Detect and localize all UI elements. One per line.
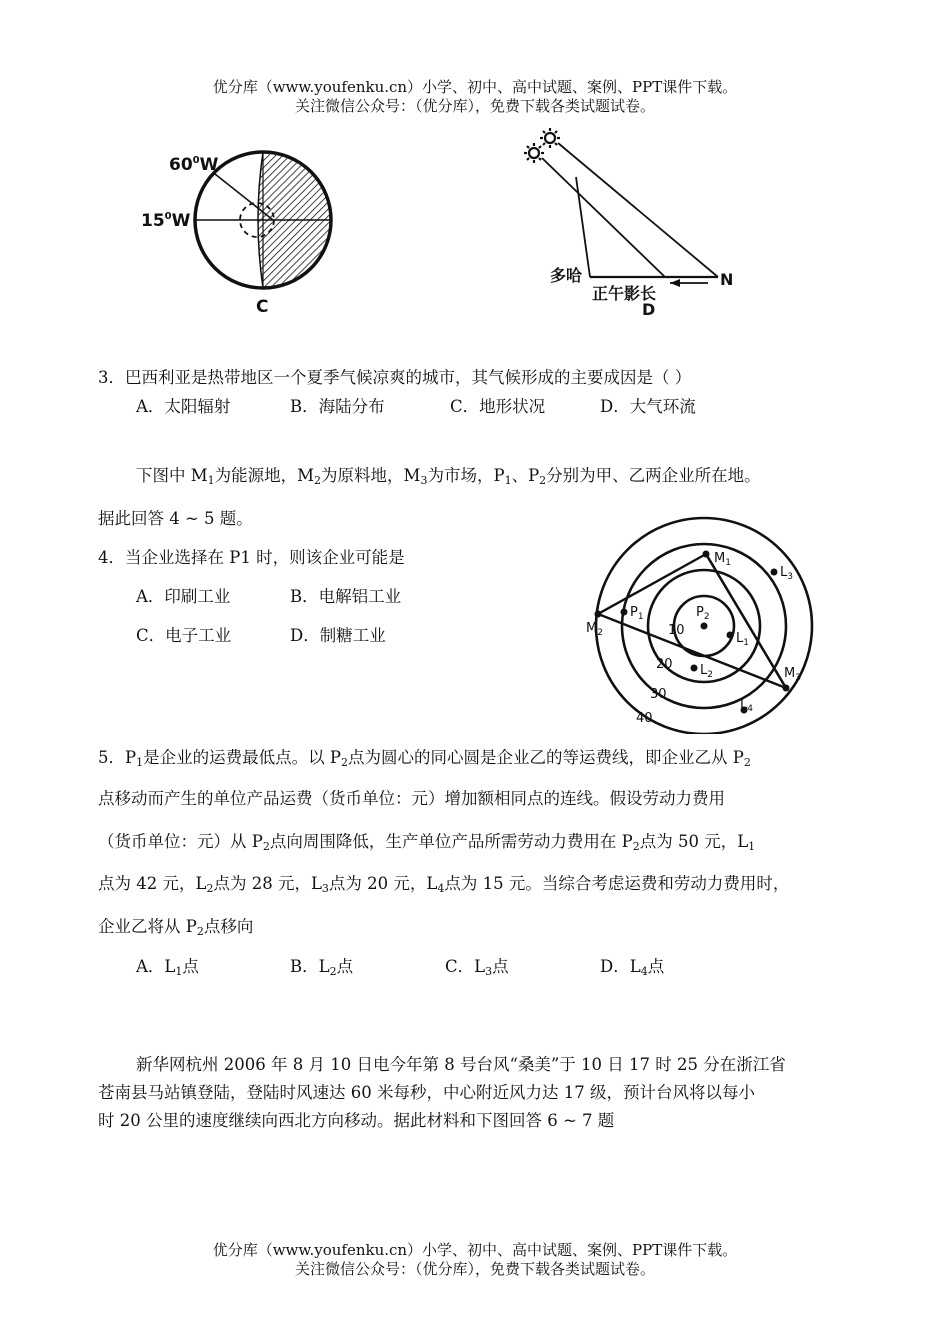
label-p1: $P_1$ [630, 605, 644, 622]
footer-line-1: 优分库（www.youfenku.cn）小学、初中、高中试题、案例、PPT课件下载。 [212, 1241, 738, 1259]
label-m3: $M_3$ [784, 666, 801, 683]
label-ring-10: 10 [668, 623, 685, 638]
label-m2: $M_2$ [586, 621, 603, 638]
passage67-line-2: 苍南县马站镇登陆，登陆时风速达 60 米每秒，中心附近风力达 17 级，预计台风将以每小 [98, 1083, 755, 1102]
q5-option-a: A．$L_1$点 [136, 957, 199, 978]
label-ring-40: 40 [636, 711, 653, 726]
label-l1: $L_1$ [736, 631, 749, 648]
q3-option-a: A．太阳辐射 [136, 397, 231, 416]
q4-option-b: B．电解铝工业 [290, 587, 402, 606]
q5-option-d: D．$L_4$点 [600, 957, 665, 978]
label-ring-30: 30 [650, 687, 667, 702]
q5-line-3: （货币单位：元）从 $P_2$点向周围降低，生产单位产品所需劳动力费用在 $P_2$点为 50 元，$L_1$ [98, 832, 756, 853]
shadow-figure [520, 125, 750, 320]
q3-option-c: C．地形状况 [450, 397, 546, 416]
globe-figure [135, 140, 345, 320]
intro45-line-1: 下图中 $M_1$为能源地，$M_2$为原料地，$M_3$为市场，$P_1$、$P_2$分别为甲、乙两企业所在地。 [136, 466, 761, 487]
header-line-2: 关注微信公众号：（优分库），免费下载各类试题试卷。 [294, 97, 655, 115]
q5-line-5: 企业乙将从 $P_2$点移向 [98, 917, 254, 938]
q4-option-c: C．电子工业 [136, 626, 232, 645]
sun-ray-2 [558, 143, 718, 277]
label-doha: 多哈 [550, 266, 583, 285]
pole-line [576, 177, 590, 277]
intro45-line-2: 据此回答 4 ~ 5 题。 [98, 509, 253, 528]
q3-option-d: D．大气环流 [600, 397, 696, 416]
label-d: D [642, 300, 656, 319]
page-header [0, 78, 950, 116]
label-15w: $15^0W$ [141, 211, 191, 231]
label-m1: $M_1$ [714, 551, 731, 568]
q3-stem: 3．巴西利亚是热带地区一个夏季气候凉爽的城市，其气候形成的主要成因是（ ） [98, 368, 692, 387]
passage67-line-3: 时 20 公里的速度继续向西北方向移动。据此材料和下图回答 6 ~ 7 题 [98, 1111, 615, 1130]
label-p2: $P_2$ [696, 605, 710, 622]
q5-option-c: C．$L_3$点 [445, 957, 509, 978]
label-l4: $L_4$ [740, 697, 753, 714]
label-noon-shadow: 正午影长 [592, 284, 657, 303]
sun-icon [540, 128, 560, 148]
q5-line-2: 点移动而产生的单位产品运费（货币单位：元）增加额相同点的连线。假设劳动力费用 [98, 789, 725, 808]
sun-icon [524, 143, 544, 163]
label-60w: $60^0W$ [169, 155, 219, 175]
header-line-1: 优分库（www.youfenku.cn）小学、初中、高中试题、案例、PPT课件下载。 [212, 78, 738, 96]
q4-option-d: D．制糖工业 [290, 626, 386, 645]
passage67-line-1: 新华网杭州 2006 年 8 月 10 日电今年第 8 号台风“桑美”于 10 日 17 时 25 分在浙江省 [136, 1055, 786, 1074]
label-l3: $L_3$ [780, 565, 793, 582]
footer-line-2: 关注微信公众号：（优分库），免费下载各类试题试卷。 [294, 1260, 655, 1278]
label-n: N [720, 270, 734, 289]
label-l2: $L_2$ [700, 663, 713, 680]
q4-option-a: A．印刷工业 [136, 587, 231, 606]
label-ring-20: 20 [656, 657, 673, 672]
page-footer [0, 1241, 950, 1279]
label-c: C [256, 297, 269, 317]
isocost-figure [580, 512, 825, 734]
q5-line-1: 5．$P_1$是企业的运费最低点。以 $P_2$点为圆心的同心圆是企业乙的等运费线，即企业乙从 $P_2$ [98, 748, 751, 769]
q5-option-b: B．$L_2$点 [290, 957, 354, 978]
q5-line-4: 点为 42 元，$L_2$点为 28 元，$L_3$点为 20 元，$L_4$点为 15 元。当综合考虑运费和劳动力费用时， [98, 874, 790, 895]
arrow-head [670, 279, 680, 287]
q3-option-b: B．海陆分布 [290, 397, 385, 416]
q4-stem: 4．当企业选择在 P1 时，则该企业可能是 [98, 548, 405, 567]
